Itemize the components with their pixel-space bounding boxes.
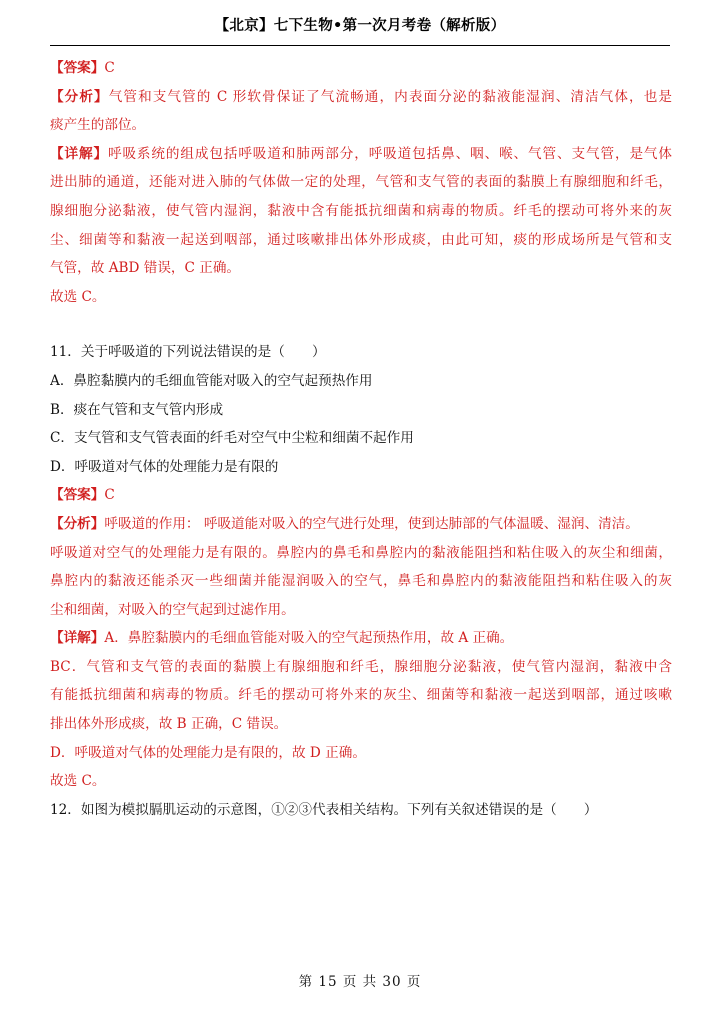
- q11-option-d: D．呼吸道对气体的处理能力是有限的: [50, 458, 279, 475]
- header-title: 【北京】七下生物•第一次月考卷（解析版）: [214, 18, 506, 34]
- q11-analysis-line-4: 尘和细菌，对吸入的空气起到过滤作用。: [50, 601, 295, 618]
- q11-detail-line-1: [50, 624, 672, 653]
- q10-detail-line-1: [50, 140, 672, 169]
- q11-analysis-text-1: 呼吸道的作用： 呼吸道能对吸入的空气进行处理，使到达肺部的气体温暖、湿润、清洁。: [104, 515, 639, 532]
- q10-choice: 故选 C。: [50, 288, 106, 305]
- q10-detail-line-2: 进出肺的通道，还能对进入肺的气体做一定的处理，气管和支气管的表面的黏膜上有腺细胞和纤毛，: [50, 174, 672, 191]
- q11-option-b: B．痰在气管和支气管内形成: [50, 401, 224, 418]
- q11-answer-tag: 【答案】: [50, 487, 105, 504]
- q11-option-c: C．支气管和支气管表面的纤毛对空气中尘粒和细菌不起作用: [50, 430, 414, 447]
- q10-detail-tag: 【详解】: [50, 145, 108, 162]
- q11-analysis-line-3: 鼻腔内的黏液还能杀灭一些细菌并能湿润吸入的空气，鼻毛和鼻腔内的黏液能阻挡和粘住吸入的灰: [50, 573, 672, 590]
- q11-detail-line-5: D．呼吸道对气体的处理能力是有限的，故 D 正确。: [50, 744, 366, 761]
- q10-analysis-text-1: 气管和支气管的 C 形软骨保证了气流畅通，内表面分泌的黏液能湿润、清洁气体，也是: [108, 88, 672, 105]
- q11-analysis-line-2: 呼吸道对空气的处理能力是有限的。鼻腔内的鼻毛和鼻腔内的黏液能阻挡和粘住吸入的灰尘和细菌，: [50, 544, 672, 561]
- q10-answer-value: C: [104, 60, 115, 76]
- page-content: [50, 54, 672, 824]
- q11-detail-line-4: 排出体外形成痰，故 B 正确，C 错误。: [50, 716, 288, 733]
- q11-detail-line-2: BC．气管和支气管的表面的黏膜上有腺细胞和纤毛，腺细胞分泌黏液，使气管内湿润，黏液中含: [50, 658, 672, 675]
- q10-analysis-line-2: 痰产生的部位。: [50, 117, 146, 134]
- q11-analysis-tag: 【分析】: [50, 515, 105, 532]
- q10-detail-text-1: 呼吸系统的组成包括呼吸道和肺两部分，呼吸道包括鼻、咽、喉、气管、支气管，是气体: [107, 145, 672, 162]
- q10-detail-line-5: 气管，故 ABD 错误，C 正确。: [50, 260, 241, 277]
- q11-detail-tag: 【详解】: [50, 630, 105, 647]
- q10-answer-tag: 【答案】: [50, 60, 105, 76]
- q10-detail-line-4: 尘、细菌等和黏液一起送到咽部，通过咳嗽排出体外形成痰，由此可知，痰的形成场所是气管和支: [50, 231, 672, 248]
- q11-answer: [50, 481, 672, 510]
- q11-option-a: A．鼻腔黏膜内的毛细血管能对吸入的空气起预热作用: [50, 372, 373, 389]
- q11-detail-line-3: 有能抵抗细菌和病毒的物质。纤毛的摆动可将外来的灰尘、细菌等和黏液一起送到咽部，通过咳嗽: [50, 687, 672, 704]
- q10-detail-line-3: 腺细胞分泌黏液，使气管内湿润，黏液中含有能抵抗细菌和病毒的物质。纤毛的摆动可将外来的灰: [50, 202, 672, 219]
- spacer: [50, 311, 672, 338]
- page-number: 第 15 页 共 30 页: [298, 974, 422, 990]
- header-divider: [50, 45, 670, 46]
- q11-answer-value: C: [104, 487, 115, 504]
- q10-analysis-tag: 【分析】: [50, 88, 109, 105]
- q11-detail-text-1: A．鼻腔黏膜内的毛细血管能对吸入的空气起预热作用，故 A 正确。: [104, 630, 514, 647]
- q11-choice: 故选 C。: [50, 773, 106, 790]
- q10-answer: [50, 54, 672, 83]
- q11-stem: 11．关于呼吸道的下列说法错误的是（ ）: [50, 344, 326, 361]
- q10-analysis-line-1: [50, 83, 672, 112]
- q11-analysis-line-1: [50, 510, 672, 539]
- q12-stem: 12．如图为模拟膈肌运动的示意图，①②③代表相关结构。下列有关叙述错误的是（ ）: [50, 801, 598, 818]
